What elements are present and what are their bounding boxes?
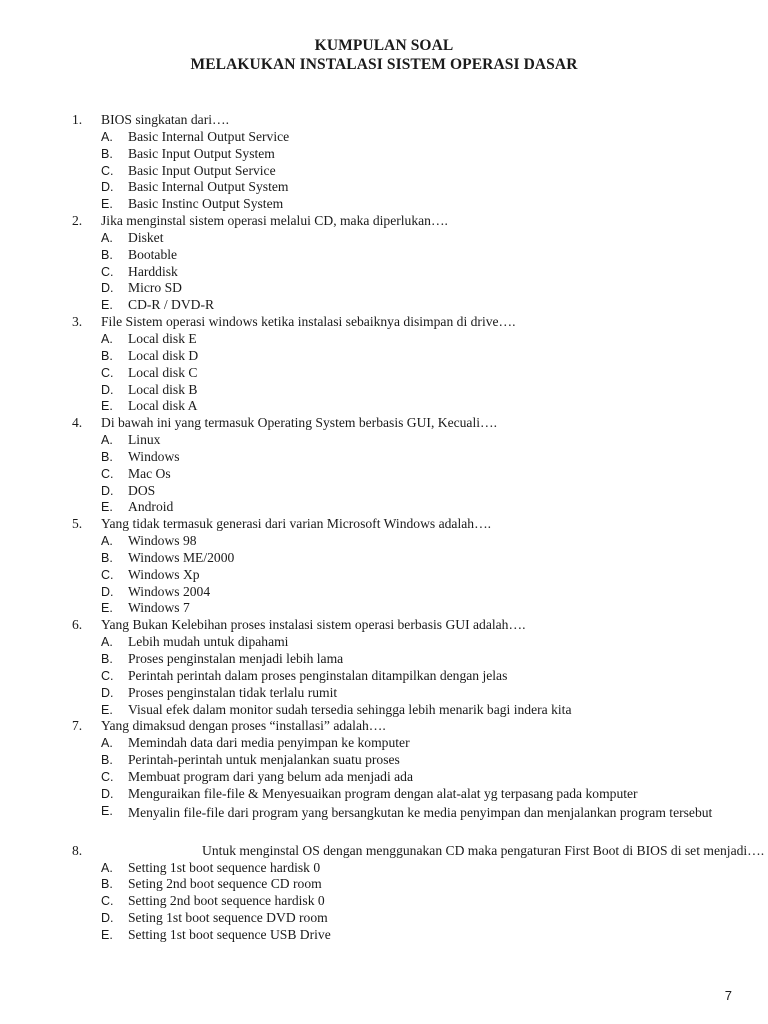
option-e bbox=[0, 196, 768, 213]
option-letter: D. bbox=[101, 584, 114, 599]
question-number: 4. bbox=[72, 415, 83, 431]
option-b bbox=[0, 651, 768, 668]
option-letter: D. bbox=[101, 685, 114, 700]
option-c bbox=[0, 668, 768, 685]
option-letter: E. bbox=[101, 702, 113, 717]
title-line-1: KUMPULAN SOAL bbox=[314, 37, 454, 54]
option-letter: C. bbox=[101, 163, 114, 178]
question-number: 3. bbox=[72, 314, 83, 330]
option-text: Memindah data dari media penyimpan ke komputer bbox=[128, 735, 410, 751]
question-3 bbox=[0, 314, 768, 415]
option-text: Menyalin file-file dari program yang bersangkutan ke media penyimpan dan menjalankan program tersebut bbox=[128, 804, 713, 820]
option-text: Micro SD bbox=[128, 280, 182, 296]
spacer bbox=[0, 823, 768, 841]
option-text: Harddisk bbox=[128, 263, 178, 279]
question-2 bbox=[0, 213, 768, 314]
option-d bbox=[0, 786, 768, 803]
option-letter: C. bbox=[101, 769, 114, 784]
option-a bbox=[0, 735, 768, 752]
question-4 bbox=[0, 415, 768, 516]
option-b bbox=[0, 876, 768, 893]
option-letter: D. bbox=[101, 483, 114, 498]
option-letter: A. bbox=[101, 433, 113, 448]
option-c bbox=[0, 893, 768, 910]
option-letter: A. bbox=[101, 230, 113, 245]
option-letter: E. bbox=[101, 927, 113, 942]
option-letter: C. bbox=[101, 567, 114, 582]
option-text: Visual efek dalam monitor sudah tersedia sehingga lebih menarik bagi indera kita bbox=[128, 701, 572, 717]
question-text: Yang dimaksud dengan proses “installasi” adalah…. bbox=[101, 718, 386, 734]
option-a bbox=[0, 331, 768, 348]
title-line-2: MELAKUKAN INSTALASI SISTEM OPERASI DASAR bbox=[190, 56, 578, 73]
option-letter: C. bbox=[101, 668, 114, 683]
question-number: 8. bbox=[72, 842, 83, 858]
option-letter: C. bbox=[101, 264, 114, 279]
option-letter: E. bbox=[101, 601, 113, 616]
option-b bbox=[0, 449, 768, 466]
option-text: Setting 2nd boot sequence hardisk 0 bbox=[128, 893, 325, 909]
option-letter: D. bbox=[101, 180, 114, 195]
option-text: Perintah perintah dalam proses penginstalan ditampilkan dengan jelas bbox=[128, 667, 508, 683]
option-letter: C. bbox=[101, 365, 114, 380]
question-text: File Sistem operasi windows ketika instalasi sebaiknya disimpan di drive…. bbox=[101, 314, 516, 330]
option-e bbox=[0, 803, 768, 823]
option-text: Setting 1st boot sequence USB Drive bbox=[128, 926, 331, 942]
option-text: Windows bbox=[128, 448, 180, 464]
option-d bbox=[0, 584, 768, 601]
option-text: Windows Xp bbox=[128, 566, 200, 582]
option-c bbox=[0, 769, 768, 786]
question-7 bbox=[0, 718, 768, 822]
option-letter: B. bbox=[101, 449, 113, 464]
option-letter: A. bbox=[101, 635, 113, 650]
option-text: Perintah-perintah untuk menjalankan suatu proses bbox=[128, 752, 400, 768]
option-letter: A. bbox=[101, 534, 113, 549]
option-a bbox=[0, 533, 768, 550]
option-text: Local disk A bbox=[128, 398, 198, 414]
option-letter: E. bbox=[101, 399, 113, 414]
option-e bbox=[0, 499, 768, 516]
option-a bbox=[0, 432, 768, 449]
question-1 bbox=[0, 112, 768, 213]
option-letter: E. bbox=[101, 500, 113, 515]
option-text: Local disk D bbox=[128, 347, 199, 363]
option-text: Proses penginstalan tidak terlalu rumit bbox=[128, 684, 338, 700]
option-a bbox=[0, 860, 768, 877]
option-a bbox=[0, 634, 768, 651]
option-text: CD-R / DVD-R bbox=[128, 297, 215, 313]
option-d bbox=[0, 382, 768, 399]
question-text: Di bawah ini yang termasuk Operating System berbasis GUI, Kecuali…. bbox=[101, 415, 498, 431]
option-c bbox=[0, 365, 768, 382]
question-number: 2. bbox=[72, 213, 83, 229]
option-e bbox=[0, 702, 768, 719]
option-letter: D. bbox=[101, 911, 114, 926]
option-letter: D. bbox=[101, 382, 114, 397]
option-b bbox=[0, 550, 768, 567]
question-text: Yang Bukan Kelebihan proses instalasi sistem operasi berbasis GUI adalah…. bbox=[101, 617, 526, 633]
question-number: 5. bbox=[72, 516, 83, 532]
option-e bbox=[0, 297, 768, 314]
option-letter: E. bbox=[101, 298, 113, 313]
option-c bbox=[0, 163, 768, 180]
option-letter: A. bbox=[101, 129, 113, 144]
option-text: Mac Os bbox=[128, 465, 171, 481]
question-number: 1. bbox=[72, 112, 83, 127]
option-letter: B. bbox=[101, 348, 113, 363]
question-6 bbox=[0, 617, 768, 718]
option-e bbox=[0, 600, 768, 617]
option-text: Windows ME/2000 bbox=[128, 549, 235, 565]
option-letter: A. bbox=[101, 860, 113, 875]
option-d bbox=[0, 483, 768, 500]
option-text: Basic Internal Output System bbox=[128, 179, 289, 195]
option-letter: A. bbox=[101, 331, 113, 346]
question-8 bbox=[0, 841, 768, 944]
option-letter: E. bbox=[101, 197, 113, 212]
option-e bbox=[0, 398, 768, 415]
page-number: 7 bbox=[724, 988, 732, 1003]
option-text: Windows 98 bbox=[128, 533, 197, 549]
option-letter: B. bbox=[101, 753, 113, 768]
option-text: Menguraikan file-file & Menyesuaikan program dengan alat-alat yg terpasang pada komputer bbox=[128, 785, 638, 801]
option-letter: B. bbox=[101, 146, 113, 161]
question-number: 6. bbox=[72, 617, 83, 633]
option-b bbox=[0, 146, 768, 163]
option-text: Membuat program dari yang belum ada menjadi ada bbox=[128, 768, 413, 784]
option-b bbox=[0, 752, 768, 769]
option-b bbox=[0, 348, 768, 365]
option-text: Windows 7 bbox=[128, 600, 190, 616]
option-letter: B. bbox=[101, 247, 113, 262]
question-text: BIOS singkatan dari…. bbox=[101, 112, 229, 127]
option-text: Seting 1st boot sequence DVD room bbox=[128, 910, 328, 926]
option-letter: B. bbox=[101, 877, 113, 892]
option-text: Proses penginstalan menjadi lebih lama bbox=[128, 651, 344, 666]
option-text: Setting 1st boot sequence hardisk 0 bbox=[128, 859, 321, 875]
option-c bbox=[0, 264, 768, 281]
option-text: Local disk E bbox=[128, 330, 197, 346]
option-letter: B. bbox=[101, 652, 113, 666]
option-text: Lebih mudah untuk dipahami bbox=[128, 634, 289, 650]
option-a bbox=[0, 129, 768, 146]
option-text: Android bbox=[128, 499, 174, 515]
option-text: Disket bbox=[128, 229, 164, 245]
option-d bbox=[0, 179, 768, 196]
option-text: Local disk C bbox=[128, 364, 198, 380]
question-text: Jika menginstal sistem operasi melalui CD, maka diperlukan…. bbox=[101, 213, 448, 229]
option-letter: D. bbox=[101, 281, 114, 296]
option-d bbox=[0, 910, 768, 927]
option-text: Basic Input Output System bbox=[128, 145, 275, 161]
option-letter: C. bbox=[101, 466, 114, 481]
option-d bbox=[0, 280, 768, 297]
option-b bbox=[0, 247, 768, 264]
option-a bbox=[0, 230, 768, 247]
option-text: Basic Internal Output Service bbox=[128, 128, 290, 144]
option-text: Bootable bbox=[128, 246, 178, 262]
option-c bbox=[0, 466, 768, 483]
option-c bbox=[0, 567, 768, 584]
option-text: DOS bbox=[128, 482, 156, 498]
option-d bbox=[0, 685, 768, 702]
question-text: Yang tidak termasuk generasi dari varian Microsoft Windows adalah…. bbox=[101, 516, 492, 532]
question-number: 7. bbox=[72, 718, 83, 734]
option-e bbox=[0, 927, 768, 944]
document-title bbox=[0, 36, 768, 74]
question-list bbox=[0, 112, 768, 944]
option-letter: C. bbox=[101, 894, 114, 909]
option-letter: D. bbox=[101, 786, 114, 801]
option-text: Windows 2004 bbox=[128, 583, 211, 599]
option-letter: E. bbox=[101, 803, 113, 818]
option-text: Seting 2nd boot sequence CD room bbox=[128, 876, 322, 892]
option-letter: B. bbox=[101, 550, 113, 565]
option-text: Basic Input Output Service bbox=[128, 162, 276, 178]
option-text: Local disk B bbox=[128, 381, 198, 397]
option-text: Linux bbox=[128, 432, 161, 448]
question-5 bbox=[0, 516, 768, 617]
option-text: Basic Instinc Output System bbox=[128, 196, 284, 212]
option-letter: A. bbox=[101, 736, 113, 751]
question-text: Untuk menginstal OS dengan menggunakan CD maka pengaturan First Boot di BIOS di set menjadi…. bbox=[202, 842, 765, 858]
